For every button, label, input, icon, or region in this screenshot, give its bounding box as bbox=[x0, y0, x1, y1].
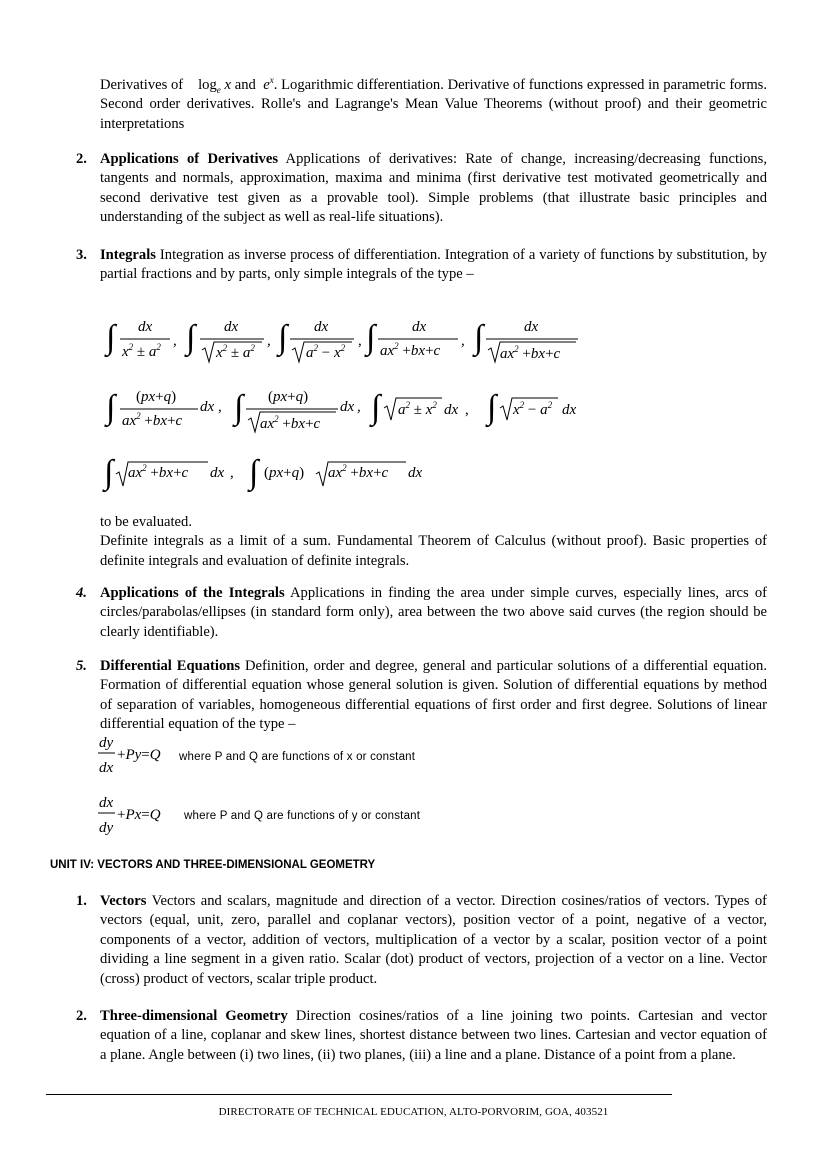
svg-text:dx: dx bbox=[412, 319, 427, 335]
item-vectors: Vectors Vectors and scalars, magnitude and direction of a vector. Direction cosines/ratios of vectors. Types of vectors (equal, unit, zero, parallel and coplanar vectors), position vector of a point, negative of a vector, components of a vector, addition of vectors, multiplication of a vector by a scalar, position vector of a point dividing a line segment in a given ratio. Scalar (dot) product of vectors, projection of a vector on a line. Vector (cross) product of vectors, scalar triple product. bbox=[100, 893, 767, 987]
integral-9 bbox=[485, 389, 577, 428]
svg-text:ax2 +bx+c: $ax^2 +bx+c$ bbox=[122, 411, 183, 429]
item-number: 2. bbox=[76, 151, 87, 167]
svg-text:a2 ± x2: $a^2 \pm x^2$ bbox=[398, 400, 437, 418]
item-three-dimensional-geometry: Three-dimensional Geometry Direction cosines/ratios of a line joining two points. Cartesian and vector equation of a line, coplanar and skew lines, shortest distance between two lines. Cartesian and vector equation of a plane. Angle between (i) two lines, (ii) two planes, (iii) a line and a plane. Distance of a point from a plane. bbox=[100, 1008, 767, 1063]
svg-text:a2 − x2: $a^2 - x^2$ bbox=[306, 343, 346, 361]
svg-text:+Px=Q: +Px=Q bbox=[117, 807, 161, 823]
svg-text:ax2 +bx+c: $ax^2 +bx+c$ bbox=[500, 344, 561, 362]
integral-6 bbox=[104, 389, 222, 429]
svg-text:ax2 +bx+c: $ax^2 +bx+c$ bbox=[128, 463, 189, 481]
svg-text:∫: ∫ bbox=[106, 319, 116, 356]
de2-note: where P and Q are functions of y or constant bbox=[184, 810, 421, 822]
svg-text:x2 ± a2: $x^2 \pm a^2$ bbox=[122, 342, 161, 360]
svg-text:,: , bbox=[358, 333, 362, 349]
svg-text:,: , bbox=[465, 402, 469, 418]
item-number: 3. bbox=[76, 247, 87, 263]
item-number: 1. bbox=[76, 893, 87, 909]
svg-text:x2 − a2: $x^2 - a^2$ bbox=[513, 400, 553, 418]
svg-text:dx: dx bbox=[99, 760, 114, 776]
svg-text:dx: dx bbox=[99, 795, 114, 811]
footer-text: DIRECTORATE OF TECHNICAL EDUCATION, ALTO-PORVORIM, GOA, 403521 bbox=[218, 1106, 609, 1118]
item-number: 4. bbox=[76, 585, 87, 601]
svg-text:∫: ∫ bbox=[104, 454, 114, 491]
integral-8 bbox=[369, 389, 469, 428]
svg-text:dx: dx bbox=[408, 465, 423, 481]
svg-text:(px+q): (px+q) bbox=[264, 465, 305, 481]
integral-7 bbox=[232, 389, 361, 432]
integral-2 bbox=[184, 319, 271, 362]
svg-text:,: , bbox=[267, 333, 271, 349]
item-applications-of-integrals: Applications of the Integrals Applications in finding the area under simple curves, especially lines, arcs of circles/parabolas/ellipses (in standard form only), area between the two above said curves (the region should be clearly identifiable). bbox=[100, 585, 767, 640]
svg-text:dx: dx bbox=[562, 402, 577, 418]
integral-3 bbox=[276, 319, 362, 362]
integral-1 bbox=[104, 319, 177, 360]
svg-text:dx: dx bbox=[340, 399, 355, 415]
item-title: Differential Equations bbox=[100, 658, 241, 674]
item-number: 5. bbox=[76, 658, 87, 674]
svg-text:∫: ∫ bbox=[106, 389, 116, 426]
svg-text:dx: dx bbox=[444, 402, 459, 418]
svg-text:dx: dx bbox=[224, 319, 239, 335]
item-differential-equations: Differential Equations Definition, order and degree, general and particular solutions of a differential equation. Formation of differential equation whose general solution is given. Solution of differential equations by method of separation of variables, homogeneous differential equations of first order and first degree. Solutions of linear differential equation of the type – bbox=[100, 658, 767, 733]
item-integrals: Integrals Integration as inverse process of differentiation. Integration of a variety of functions by substitution, by partial fractions and by parts, only simple integrals of the type – bbox=[100, 247, 767, 283]
svg-text:∫: ∫ bbox=[186, 319, 196, 356]
svg-text:∫: ∫ bbox=[371, 389, 381, 426]
svg-text:(px+q): (px+q) bbox=[136, 389, 177, 405]
item-title: Integrals bbox=[100, 247, 156, 263]
svg-text:,: , bbox=[357, 399, 361, 415]
integral-4 bbox=[364, 319, 465, 359]
item-title: Three-dimensional Geometry bbox=[100, 1008, 288, 1024]
unit-heading: UNIT IV: VECTORS AND THREE-DIMENSIONAL GEOMETRY bbox=[50, 859, 376, 871]
svg-text:ax2 +bx+c: $ax^2 +bx+c$ bbox=[260, 414, 321, 432]
svg-text:dx: dx bbox=[210, 465, 225, 481]
svg-text:ax2 +bx+c: $ax^2 +bx+c$ bbox=[328, 463, 389, 481]
item-title: Applications of the Integrals bbox=[100, 585, 285, 601]
intro-paragraph: Derivatives of $\log_e x$ and $e^x$. Logarithmic differentiation. Derivative of functions expressed in parametric forms. Second order derivatives. Rolle's and Lagrange's Mean Value Theorems (without proof) and their geometric interpretations bbox=[100, 75, 768, 132]
svg-text:∫: ∫ bbox=[366, 319, 376, 356]
integral-11 bbox=[247, 454, 423, 493]
svg-text:∫: ∫ bbox=[249, 454, 259, 491]
svg-text:,: , bbox=[230, 465, 234, 481]
svg-text:dx: dx bbox=[138, 319, 153, 335]
item-title: Vectors bbox=[100, 893, 147, 909]
de1-note: where P and Q are functions of x or constant bbox=[179, 751, 416, 763]
svg-text:ax2 +bx+c: $ax^2 +bx+c$ bbox=[380, 341, 441, 359]
integral-10 bbox=[102, 454, 234, 493]
svg-text:dy: dy bbox=[99, 820, 114, 836]
item-applications-of-derivatives: Applications of Derivatives Applications of derivatives: Rate of change, increasing/decreasing functions, tangents and normals, approximation, maxima and minima (first derivative test motivated geometrically and second derivative test given as a provable tool). Simple problems (that illustrate basic principles and understanding of the subject as well as real-life situations). bbox=[100, 151, 767, 226]
svg-text:∫: ∫ bbox=[234, 389, 244, 426]
svg-text:∫: ∫ bbox=[474, 319, 484, 356]
svg-text:dx: dx bbox=[200, 399, 215, 415]
svg-text:dx: dx bbox=[524, 319, 539, 335]
svg-text:dx: dx bbox=[314, 319, 329, 335]
svg-text:+Py=Q: +Py=Q bbox=[117, 747, 161, 763]
svg-text:x2 ± a2: $x^2 \pm a^2$ bbox=[216, 343, 255, 361]
integral-formulas bbox=[0, 310, 827, 500]
integral-5 bbox=[472, 319, 578, 362]
footer-rule bbox=[46, 1094, 672, 1095]
svg-text:(px+q): (px+q) bbox=[268, 389, 309, 405]
svg-text:∫: ∫ bbox=[487, 389, 497, 426]
svg-text:,: , bbox=[218, 399, 222, 415]
integrals-continued: to be evaluated. Definite integrals as a limit of a sum. Fundamental Theorem of Calculus (without proof). Basic properties of definite integrals and evaluation of definite integrals. bbox=[100, 514, 767, 569]
item-number: 2. bbox=[76, 1008, 87, 1024]
svg-text:∫: ∫ bbox=[278, 319, 288, 356]
svg-text:,: , bbox=[173, 333, 177, 349]
item-title: Applications of Derivatives bbox=[100, 151, 279, 167]
svg-text:dy: dy bbox=[99, 735, 114, 751]
svg-text:,: , bbox=[461, 333, 465, 349]
